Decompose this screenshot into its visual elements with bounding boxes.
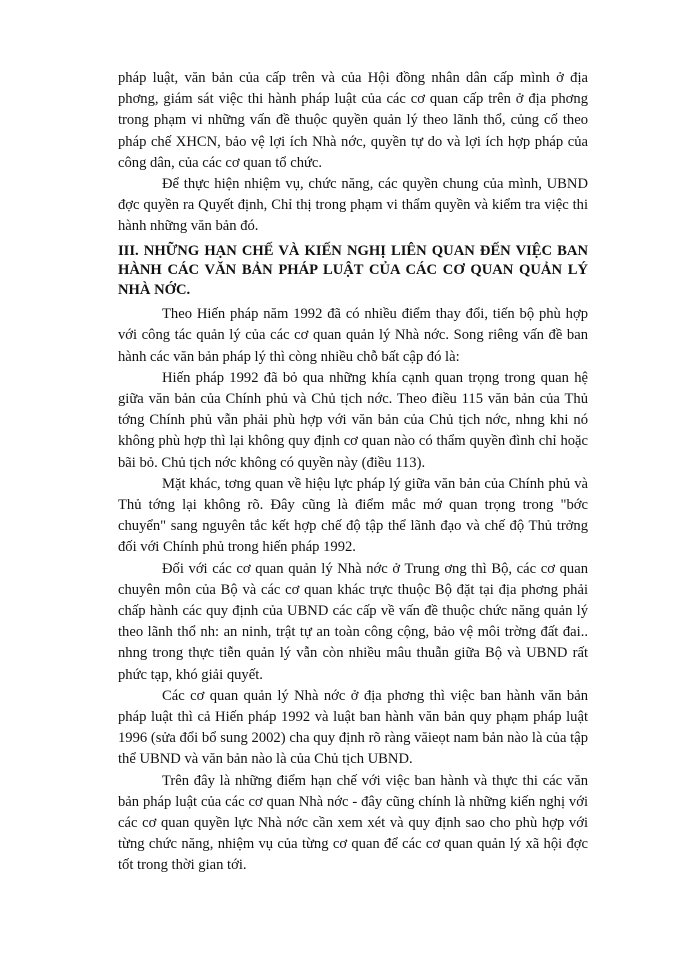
paragraph-conclusion: Trên đây là những điểm hạn chế với việc ban hành và thực thi các văn bản pháp luật của các cơ quan Nhà nớc - đây cũng chính là những kiến nghị với các cơ quan quyền lực Nhà nớc cần xem xét và quy định sao cho phù hợp với từng chức năng, nhiệm vụ của từng cơ quan để các cơ quan quản lý xã hội đợc tốt trong thời gian tới. — [118, 772, 588, 874]
paragraph-ubnd-authority: Để thực hiện nhiệm vụ, chức năng, các quyền chung của mình, UBND đợc quyền ra Quyết định, Chỉ thị trong phạm vi thẩm quyền và kiểm tra việc thi hành những văn bản đó. — [118, 176, 588, 235]
paragraph-prime-minister: Mặt khác, tơng quan về hiệu lực pháp lý giữa văn bản của Chính phủ và Thủ tớng lại không rõ. Đây cũng là điểm mắc mớ quan trọng trong "bớc chuyển" sang nguyên tắc kết hợp chế độ tập thể lãnh đạo và chế độ Thủ trởng đối với Chính phủ trong hiến pháp 1992. — [118, 475, 588, 556]
paragraph-local-agencies: Các cơ quan quản lý Nhà nớc ở địa phơng thì việc ban hành văn bản pháp luật thì cả Hiến pháp 1992 và luật ban hành văn bản quy phạm pháp luật 1996 (sửa đổi bổ sung 2002) cha quy định rõ ràng văieọt nam bản nào là của tập thể UBND và văn bản nào là của Chủ tịch UBND. — [118, 687, 588, 768]
paragraph-government-president: Hiến pháp 1992 đã bỏ qua những khía cạnh quan trọng trong quan hệ giữa văn bản của Chính phủ và Chủ tịch nớc. Theo điều 115 văn bản của Thủ tớng Chính phủ vẫn phải phù hợp với văn bản của Chủ tịch nớc, nhng khi nó không phù hợp thì lại không quy định cơ quan nào có thẩm quyền đình chỉ hoặc bãi bỏ. Chủ tịch nớc không có quyền này (điều 113). — [118, 369, 588, 471]
paragraph-continuation: pháp luật, văn bản của cấp trên và của Hội đồng nhân dân cấp mình ở địa phơng, giám sát việc thi hành pháp luật của các cơ quan cấp trên ở địa phơng trong phạm vi những vấn đề thuộc quyền quản lý theo lãnh thổ, củng cố theo pháp chế XHCN, bảo vệ lợi ích Nhà nớc, quyền tự do và lợi ích hợp pháp của công dân, của các cơ quan tổ chức. — [118, 70, 588, 171]
document-page — [118, 68, 588, 877]
paragraph-constitution-1992: Theo Hiến pháp năm 1992 đã có nhiều điểm thay đổi, tiến bộ phù hợp với công tác quản lý của các cơ quan quản lý Nhà nớc. Song riêng vấn đề ban hành các văn bản pháp lý thì còng nhiều chỗ bất cập đó là: — [118, 306, 588, 365]
paragraph-central-agencies: Đối với các cơ quan quản lý Nhà nớc ở Trung ơng thì Bộ, các cơ quan chuyên môn của Bộ và các cơ quan khác trực thuộc Bộ đặt tại địa phơng phải chấp hành các quy định của UBND các cấp về vấn đề thuộc chức năng quản lý theo lãnh thổ nh: an ninh, trật tự an toàn công cộng, bảo vệ môi trờng đất đai.. nhng trong thực tiễn quản lý vẫn còn nhiều mâu thuẫn giữa Bộ và UBND rất phức tạp, khó giải quyết. — [118, 560, 588, 683]
section-heading: III. NHỮNG HẠN CHẾ VÀ KIẾN NGHỊ LIÊN QUAN ĐẾN VIỆC BAN HÀNH CÁC VĂN BẢN PHÁP LUẬT CỦA CÁC CƠ QUAN QUẢN LÝ NHÀ NỚC. — [118, 242, 588, 298]
